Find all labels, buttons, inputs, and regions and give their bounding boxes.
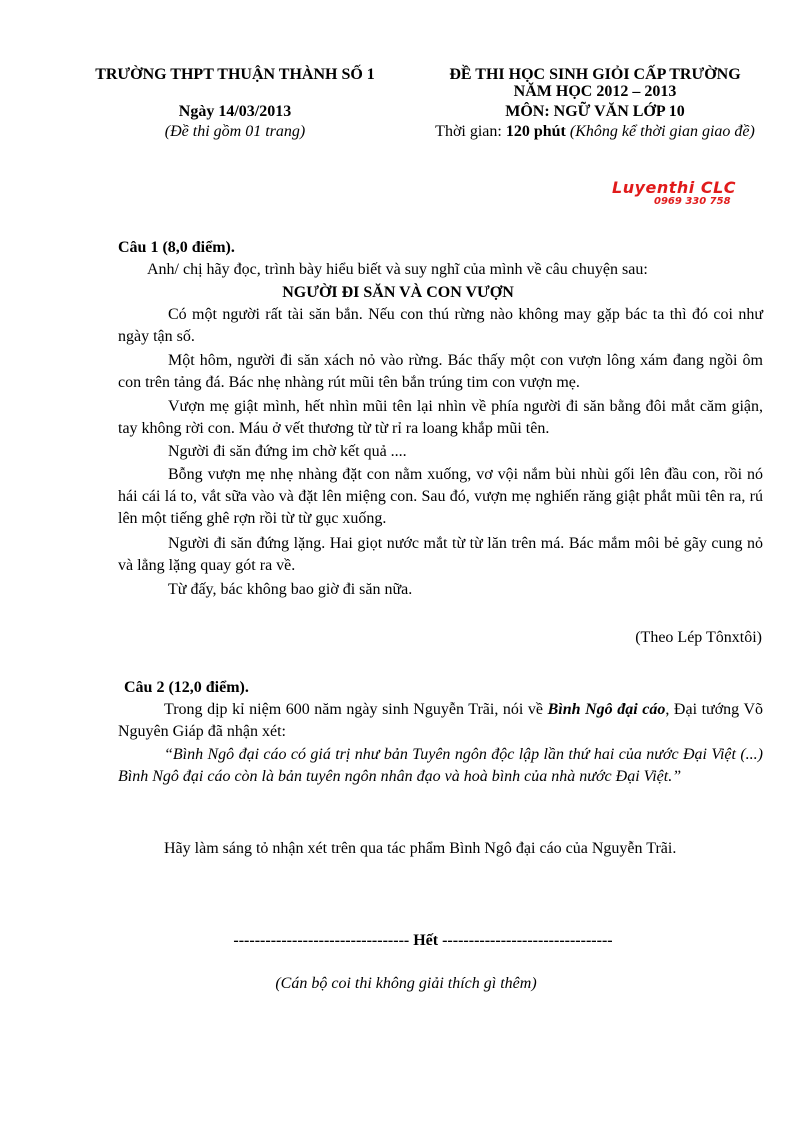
school-name: TRƯỜNG THPT THUẬN THÀNH SỐ 1 — [95, 66, 375, 83]
end-line: --------------------------------- Hết -------------------------------- — [233, 932, 613, 949]
question2-intro-part2: , Đại tướng Võ Nguyên Giáp đã nhận xét: — [118, 701, 764, 740]
story-paragraph: Vượn mẹ giật mình, hết nhìn mũi tên lại nhìn về phía người đi săn bằng đôi mắt căm giận, tay không rời con. Máu ở vết thương từ từ rỉ ra loang khắp mũi tên. — [118, 398, 763, 437]
exam-title-line2: NĂM HỌC 2012 – 2013 — [513, 83, 677, 100]
exam-title — [415, 66, 775, 100]
story-source: (Theo Lép Tônxtôi) — [635, 629, 762, 646]
exam-subject: MÔN: NGỮ VĂN LỚP 10 — [505, 103, 685, 120]
story-paragraph: Có một người rất tài săn bắn. Nếu con thú rừng nào không may gặp bác ta thì đó coi như ngày tận số. — [118, 306, 763, 345]
exam-time — [410, 123, 780, 141]
exam-date: Ngày 14/03/2013 — [178, 103, 292, 120]
brand-phone: 0969 330 758 — [654, 196, 731, 207]
story-paragraph: Người đi săn đứng im chờ kết quả .... — [168, 443, 407, 460]
question1-heading: Câu 1 (8,0 điểm). — [118, 239, 235, 256]
story-title: NGƯỜI ĐI SĂN VÀ CON VƯỢN — [282, 284, 514, 301]
question2-task: Hãy làm sáng tỏ nhận xét trên qua tác phẩm Bình Ngô đại cáo của Nguyễn Trãi. — [164, 840, 677, 857]
exam-title-line1: ĐỀ THI HỌC SINH GIỎI CẤP TRƯỜNG — [449, 66, 741, 83]
question1-prompt: Anh/ chị hãy đọc, trình bày hiểu biết và suy nghĩ của mình về câu chuyện sau: — [147, 261, 648, 278]
story-paragraph: Một hôm, người đi săn xách nỏ vào rừng. Bác thấy một con vượn lông xám đang ngồi ôm con trên tảng đá. Bác nhẹ nhàng rút mũi tên bắn trúng tim con vượn mẹ. — [118, 352, 763, 391]
story-paragraph: Bỗng vượn mẹ nhẹ nhàng đặt con nằm xuống, vơ vội nắm bùi nhùi gối lên đầu con, rồi nó hái cái lá to, vắt sữa vào và đặt lên miệng con. Sau đó, vượn mẹ nghiến răng giật phắt mũi tên ra, rú lên một tiếng ghê rợn rồi từ từ gục xuống. — [118, 466, 763, 527]
question2-heading: Câu 2 (12,0 điểm). — [124, 679, 249, 696]
exam-pages-note: (Đề thi gồm 01 trang) — [164, 123, 306, 140]
exam-time-label: Thời gian: — [435, 123, 506, 140]
brand-logo: Luyenthi CLC — [612, 178, 737, 197]
story-paragraph: Từ đấy, bác không bao giờ đi săn nữa. — [168, 581, 413, 598]
question2-work-title: Bình Ngô đại cáo — [547, 701, 666, 718]
exam-time-note: (Không kể thời gian giao đề) — [565, 123, 755, 140]
question2-intro — [118, 699, 763, 743]
exam-time-value: 120 phút — [505, 123, 566, 140]
question2-quote: “Bình Ngô đại cáo có giá trị như bản Tuyên ngôn độc lập lần thứ hai của nước Đại Việt (...) Bình Ngô đại cáo còn là bản tuyên ngôn nhân đạo và hoà bình của nhà nước Đại Việt.” — [118, 746, 763, 785]
footer-note: (Cán bộ coi thi không giải thích gì thêm) — [275, 975, 537, 992]
story-paragraph: Người đi săn đứng lặng. Hai giọt nước mắt từ từ lăn trên má. Bác mắm môi bẻ gãy cung nỏ và lẳng lặng quay gót ra về. — [118, 535, 763, 574]
question2-intro-part1: Trong dịp kỉ niệm 600 năm ngày sinh Nguyễn Trãi, nói về — [164, 701, 548, 718]
